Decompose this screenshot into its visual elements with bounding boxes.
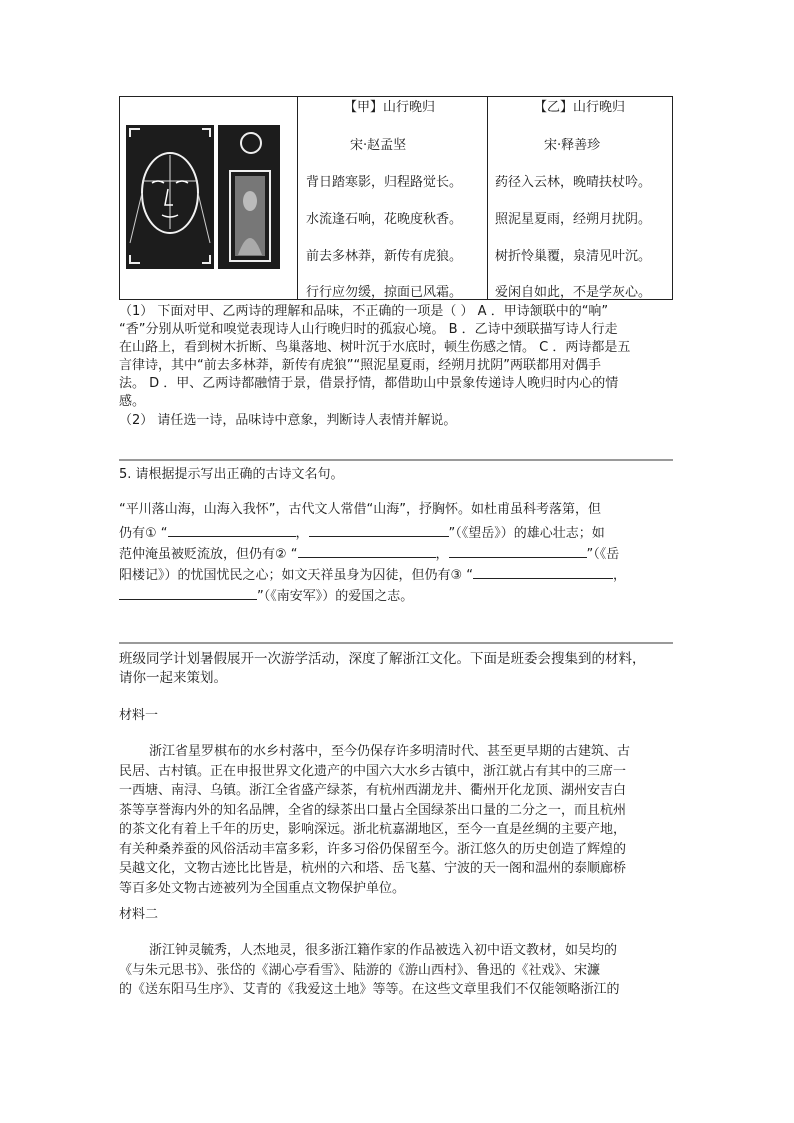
answer-blank-3b[interactable] <box>119 585 257 600</box>
section-divider <box>119 459 673 461</box>
poem-yi-title: 【乙】山行晚归 <box>534 100 626 115</box>
answer-blank-2b[interactable] <box>449 543 587 558</box>
section-5-line: 阳楼记》）的忧国忧民之心；如文天祥虽身为囚徒，但仍有③ “ ， <box>119 564 626 585</box>
question-line: 感。 <box>119 394 146 409</box>
section-5-line: 仍有① “ ， ”（《望岳》）的雄心壮志；如 <box>119 522 605 543</box>
question-2: （2） 请任选一诗，品味诗中意象，判断诗人表情并解说。 <box>119 413 457 428</box>
question-line: “香”分别从听觉和嗅觉表现诗人山行晚归时的孤寂心境。 B ．乙诗中颈联描写诗人行走 <box>119 322 618 337</box>
section-divider <box>119 642 673 644</box>
question-line: （1） 下面对甲、乙两诗的理解和品味，不正确的一项是（ ） A ．甲诗颔联中的“响” <box>119 304 609 319</box>
portrait-illustration <box>122 123 282 271</box>
question-line: 言律诗，其中“前去多林莽，新传有虎狼”“照泥星夏雨，经朔月扰阴”两联都用对偶手 <box>119 358 601 373</box>
poem-line: 树折怜巢覆，泉清见叶沉。 <box>495 249 652 264</box>
poem-yi <box>488 97 674 301</box>
poem-line: 爱闲自如此，不是学灰心。 <box>495 285 652 300</box>
question-line: 法。 D ．甲、乙两诗都融情于景，借景抒情，都借助山中景象传递诗人晚归时内心的情 <box>119 376 619 391</box>
poem-jia-author: 宋·赵孟坚 <box>350 138 407 153</box>
material-1-text: 浙江省星罗棋布的水乡村落中，至今仍保存许多明清时代、甚至更早期的古建筑、古 民居、古村镇。正在申报世界文化遗产的中国六大水乡古镇中，浙江就占有其中的三席一 一西塘、南浔、乌镇。浙江全省盛产绿茶，有杭州西湖龙井、衢州开化龙顶、湖州安吉白 茶等享誉海内外的知名品牌，全省的绿茶出口量占全国绿茶出口量的二分之一，而且杭州 的茶文化有着上千年的历史，影响深远。浙北杭嘉湖地区，至今一直是丝绸的主要产地， 有关种桑养蚕的风俗活动丰富多彩，许多习俗仍保留至今。浙江悠久的历史创造了辉煌的 吴越文化，文物古迹比比皆是，杭州的六和塔、岳飞墓、宁波的天一阁和温州的泰顺廊桥 等百多处文物古迹被列为全国重点文物保护单位。 <box>119 744 631 896</box>
material-2-text: 浙江钟灵毓秀，人杰地灵，很多浙江籍作家的作品被选入初中语文教材，如吴均的 《与朱元思书》、张岱的《湖心亭看雪》、陆游的《游山西村》、鲁迅的《社戏》、宋濂 的《送东阳马生序》、艾青的《我爱这土地》等等。在这些文章里我们不仅能领略浙江的 <box>119 943 620 997</box>
material-2-title: 材料二 <box>119 907 159 922</box>
poem-line: 背日踏寒影，归程路觉长。 <box>306 175 463 190</box>
answer-blank-1b[interactable] <box>309 522 449 537</box>
section-5-line: 范仲淹虽被贬流放，但仍有② “ ， ”（《岳 <box>119 543 619 564</box>
question-1 <box>119 303 630 411</box>
poem-line: 行行应勿缓，掠面已风霜。 <box>306 285 463 300</box>
poem-line: 药径入云林，晚晴扶杖吟。 <box>495 175 652 190</box>
section-5-line: ”（《南安军》）的爱国之志。 <box>119 585 413 606</box>
poem-line: 照泥星夏雨，经朔月扰阴。 <box>495 212 652 227</box>
answer-blank-1a[interactable] <box>168 522 296 537</box>
answer-blank-3a[interactable] <box>473 564 613 579</box>
poem-jia <box>298 97 487 301</box>
poem-line: 水流逢石响，花晚度秋香。 <box>306 212 463 227</box>
material-1-title: 材料一 <box>119 708 159 723</box>
answer-blank-2a[interactable] <box>298 543 436 558</box>
section-5-heading: 5. 请根据提示写出正确的古诗文名句。 <box>119 467 344 482</box>
section-6-intro: 班级同学计划暑假展开一次游学活动，深度了解浙江文化。下面是班委会搜集到的材料， 请你一起来策划。 <box>119 651 646 686</box>
section-5-line: “平川落山海，山海入我怀”，古代文人常借“山海”，抒胸怀。如杜甫虽科考落第，但 <box>119 502 601 517</box>
poem-line: 前去多林莽，新传有虎狼。 <box>306 249 463 264</box>
poem-comparison-table <box>119 96 673 300</box>
poem-jia-title: 【甲】山行晚归 <box>344 100 436 115</box>
poem-yi-author: 宋·释善珍 <box>544 138 601 153</box>
question-line: 在山路上，看到树木折断、鸟巢落地、树叶沉于水底时，顿生伤感之情。 C ．两诗都是五 <box>119 340 631 355</box>
